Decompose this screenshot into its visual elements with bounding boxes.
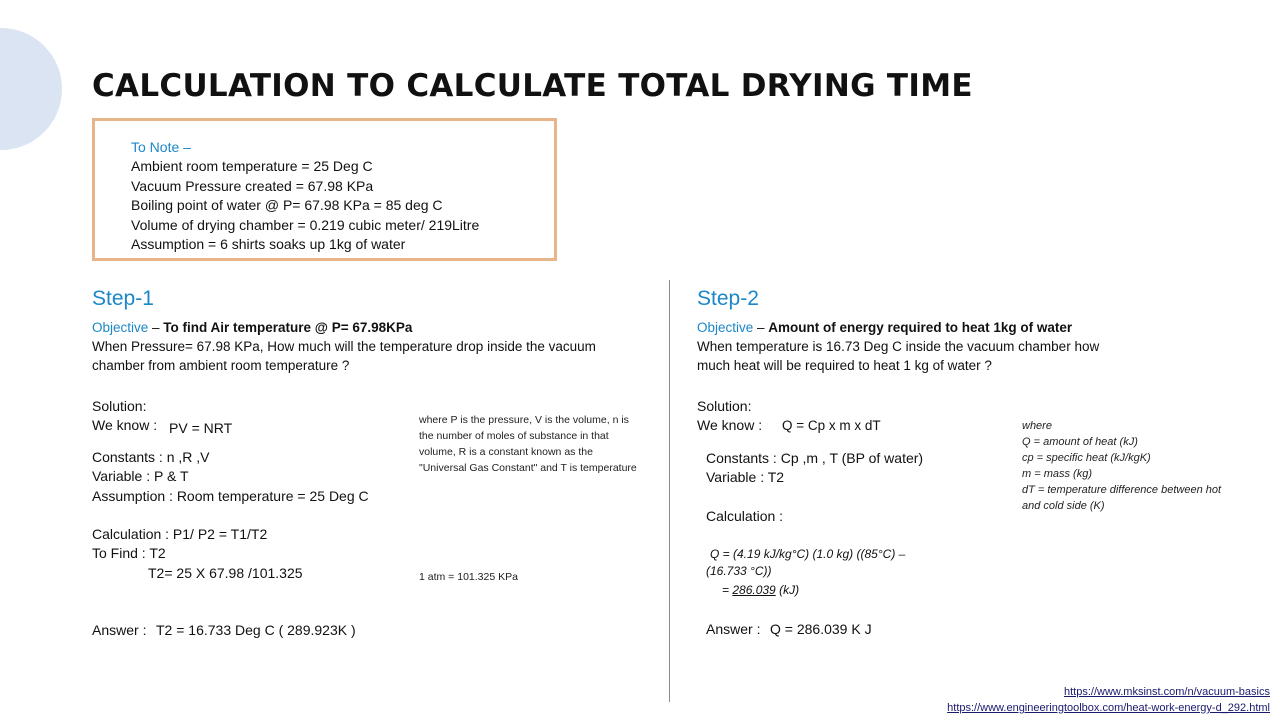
decorative-circle: [0, 28, 62, 150]
step2-answer-value: Q = 286.039 K J: [770, 621, 872, 637]
step1-variable: Variable : P & T: [92, 468, 189, 484]
reference-link-engineeringtoolbox[interactable]: https://www.engineeringtoolbox.com/heat-work-energy-d_292.html: [947, 702, 1270, 714]
step1-answer-value: T2 = 16.733 Deg C ( 289.923K ): [156, 622, 356, 638]
step2-where-note: [1022, 418, 1262, 514]
step2-formula: Q = Cp x m x dT: [782, 418, 881, 433]
step1-heading: Step-1: [92, 287, 154, 310]
step2-calc-result: 286.039: [732, 583, 776, 597]
step1-description: [92, 337, 596, 375]
page-title: CALCULATION TO CALCULATE TOTAL DRYING TIME: [92, 68, 973, 104]
step1-objective-text: To find Air temperature @ P= 67.98KPa: [163, 320, 413, 335]
step1-desc-line: When Pressure= 67.98 KPa, How much will the temperature drop inside the vacuum: [92, 339, 596, 354]
step2-variable: Variable : T2: [706, 469, 785, 485]
step2-answer-label: Answer :: [706, 621, 761, 637]
step1-desc-line: chamber from ambient room temperature ?: [92, 358, 350, 373]
step2-calc-result-line: [722, 582, 799, 599]
step1-answer-label: Answer :: [92, 622, 147, 638]
note-line: Volume of drying chamber = 0.219 cubic meter/ 219Litre: [131, 216, 480, 233]
note-line: Boiling point of water @ P= 67.98 KPa = 85 deg C: [131, 197, 443, 214]
note-line: Ambient room temperature = 25 Deg C: [131, 158, 373, 175]
step1-t2-expression: T2= 25 X 67.98 /101.325: [148, 565, 303, 581]
step1-where-line: the number of moles of substance in that: [419, 430, 609, 442]
step2-description: [697, 337, 1099, 375]
step2-calc-eq: =: [722, 583, 733, 597]
step2-calc-line1: Q = (4.19 kJ/kg°C) (1.0 kg) ((85°C) –: [710, 547, 906, 561]
note-line: Vacuum Pressure created = 67.98 KPa: [131, 177, 374, 194]
reference-links: [947, 684, 1270, 716]
reference-link-mksinst[interactable]: https://www.mksinst.com/n/vacuum-basics: [1063, 686, 1270, 698]
step1-objective-label: Objective: [92, 320, 149, 335]
column-divider: [669, 280, 670, 702]
step1-to-find: To Find : T2: [92, 545, 166, 561]
step2-solution-label: Solution:: [697, 398, 752, 414]
note-line: Assumption = 6 shirts soaks up 1kg of water: [131, 236, 406, 253]
step2-where-line: cp = specific heat (kJ/kgK): [1022, 452, 1151, 464]
step1-atm-note: 1 atm = 101.325 KPa: [419, 571, 518, 583]
step1-objective-dash: –: [148, 320, 164, 335]
step1-objective: [92, 318, 412, 337]
step1-solution-label: Solution:: [92, 398, 147, 414]
note-heading: To Note –: [131, 139, 191, 155]
step1-we-know: We know :: [92, 417, 158, 433]
step2-where-line: and cold side (K): [1022, 500, 1105, 512]
step1-where-line: "Universal Gas Constant" and T is temperature: [419, 462, 637, 474]
step2-constants: Constants : Cp ,m , T (BP of water): [706, 450, 924, 466]
step2-objective-dash: –: [753, 320, 769, 335]
step2-where-line: Q = amount of heat (kJ): [1022, 436, 1138, 448]
step2-objective: [697, 318, 1072, 337]
step2-calculation: Calculation :: [706, 508, 784, 524]
step2-objective-text: Amount of energy required to heat 1kg of water: [768, 320, 1073, 335]
step1-constants: Constants : n ,R ,V: [92, 449, 210, 465]
step2-objective-label: Objective: [697, 320, 754, 335]
step2-where-line: m = mass (kg): [1022, 468, 1092, 480]
step2-where-line: dT = temperature difference between hot: [1022, 484, 1222, 496]
step2-where-line: where: [1022, 420, 1052, 432]
step1-where-line: where P is the pressure, V is the volume, n is: [419, 414, 629, 426]
step1-where-note: [419, 412, 664, 476]
step2-calc-unit: (kJ): [775, 583, 800, 597]
note-box: [92, 118, 557, 261]
step1-where-line: volume, R is a constant known as the: [419, 446, 593, 458]
step2-calc-line2: (16.733 °C)): [706, 564, 772, 578]
step1-assumption: Assumption : Room temperature = 25 Deg C: [92, 488, 369, 504]
step1-formula: PV = NRT: [169, 420, 233, 436]
step2-desc-line: much heat will be required to heat 1 kg of water ?: [697, 358, 992, 373]
step2-we-know: We know :: [697, 417, 763, 433]
step2-desc-line: When temperature is 16.73 Deg C inside the vacuum chamber how: [697, 339, 1100, 354]
step2-heading: Step-2: [697, 287, 759, 310]
step1-calculation: Calculation : P1/ P2 = T1/T2: [92, 526, 268, 542]
